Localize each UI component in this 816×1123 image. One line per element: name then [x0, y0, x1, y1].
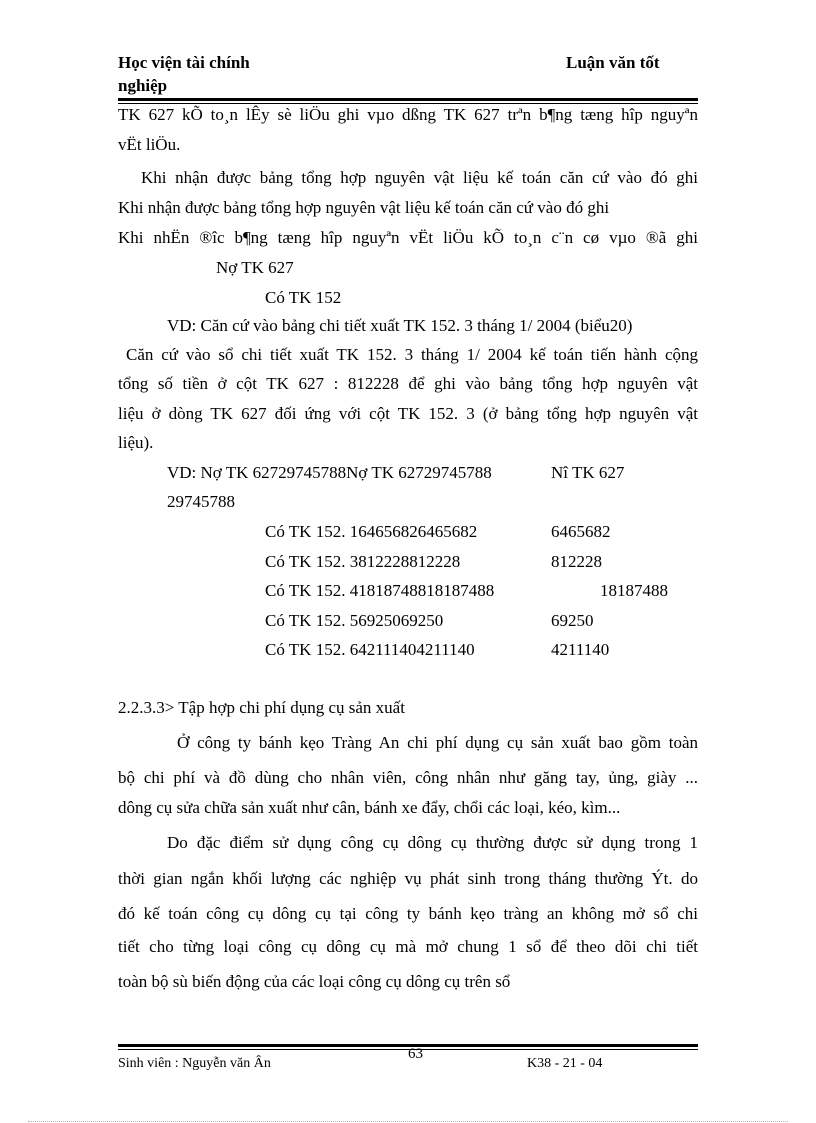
paragraph-2-line-2: tổng số tiền ở cột TK 627 : 812228 để ghi vào bảng tổng hợp nguyên vật: [118, 374, 698, 393]
paragraph-4-line-4: tiết cho từng loại công cụ dông cụ mà mở chung 1 sổ để theo dõi chi tiết: [118, 937, 698, 956]
page-bottom-edge: [28, 1121, 788, 1122]
credit-row-label: Có TK 152. 3812228812228: [265, 552, 461, 571]
paragraph-3-line-2: bộ chi phí và đồ dùng cho nhân viên, công nhân như găng tay, ủng, giày ...: [118, 768, 698, 787]
paragraph-4-line-3: đó kế toán công cụ dông cụ tại công ty bánh kẹo tràng an không mở sổ chi: [118, 904, 698, 923]
header-rule-thick: [118, 98, 698, 101]
credit-row-label: Có TK 152. 41818748818187488: [265, 581, 495, 600]
header-institution: Học viện tài chính: [118, 53, 250, 72]
paragraph-2-line-3: liệu ở dòng TK 627 đối ứng với cột TK 152. 3 (ở bảng tổng hợp nguyên vật: [118, 404, 698, 423]
example-2-debit: VD: Nợ TK 62729745788Nợ TK 62729745788: [167, 463, 492, 482]
journal-entry-credit: Có TK 152: [265, 288, 342, 307]
example-1: VD: Căn cứ vào bảng chi tiết xuất TK 152. 3 tháng 1/ 2004 (biểu20): [167, 316, 633, 335]
paragraph-2-line-1: Căn cứ vào sổ chi tiết xuất TK 152. 3 tháng 1/ 2004 kế toán tiến hành cộng: [126, 345, 698, 364]
garbled-line-2: vËt liÖu.: [118, 135, 181, 154]
section-heading: 2.2.3.3> Tập hợp chi phí dụng cụ sản xuất: [118, 698, 405, 717]
journal-entry-debit: Nợ TK 627: [216, 258, 294, 277]
credit-row-label: Có TK 152. 642111404211140: [265, 640, 475, 659]
credit-row-label: Có TK 152. 164656826465682: [265, 522, 478, 541]
header-institution-continued: nghiệp: [118, 76, 168, 95]
credit-row-amount: 18187488: [600, 581, 668, 600]
footer-class-code: K38 - 21 - 04: [527, 1056, 603, 1071]
credit-row-amount: 4211140: [551, 640, 610, 659]
header-rule-thin: [118, 103, 698, 104]
paragraph-3-line-3: dông cụ sửa chữa sản xuất như cân, bánh xe đẩy, chổi các loại, kéo, kìm...: [118, 798, 621, 817]
paragraph-4-line-5: toàn bộ sù biến động của các loại công cụ dông cụ trên sổ: [118, 972, 511, 991]
credit-row-amount: 6465682: [551, 522, 611, 541]
paragraph-4-line-1: Do đặc điểm sử dụng công cụ dông cụ thường được sử dụng trong 1: [167, 833, 698, 852]
garbled-line-1: TK 627 kÕ to¸n lÊy sè liÖu ghi vµo dßng TK 627 trªn b¶ng tæng hîp nguyªn: [118, 105, 698, 124]
paragraph-2-line-4: liệu).: [118, 433, 154, 452]
paragraph-1-line-2: Khi nhận được bảng tổng hợp nguyên vật liệu kế toán căn cứ vào đó ghi: [118, 198, 610, 217]
credit-row-amount: 812228: [551, 552, 602, 571]
example-2-debit-amount: 29745788: [167, 492, 235, 511]
paragraph-1-line-3: Khi nhËn ®îc b¶ng tæng hîp nguyªn vËt liÖu kÕ to¸n c¨n cø vµo ®ã ghi: [118, 228, 698, 247]
paragraph-1-line-1: Khi nhận được bảng tổng hợp nguyên vật liệu kế toán căn cứ vào đó ghi: [141, 168, 698, 187]
credit-row-amount: 69250: [551, 611, 594, 630]
example-2-debit-garbled: Nî TK 627: [551, 463, 625, 482]
header-thesis-title: Luận văn tốt: [566, 53, 660, 72]
footer-student-name: Sinh viên : Nguyễn văn Ân: [118, 1056, 271, 1071]
footer-page-number: 63: [408, 1046, 423, 1062]
paragraph-4-line-2: thời gian ngắn khối lượng các nghiệp vụ phát sinh trong tháng thường Ýt. do: [118, 869, 698, 888]
paragraph-3-line-1: Ở công ty bánh kẹo Tràng An chi phí dụng cụ sản xuất bao gồm toàn: [177, 733, 698, 752]
credit-row-label: Có TK 152. 56925069250: [265, 611, 444, 630]
